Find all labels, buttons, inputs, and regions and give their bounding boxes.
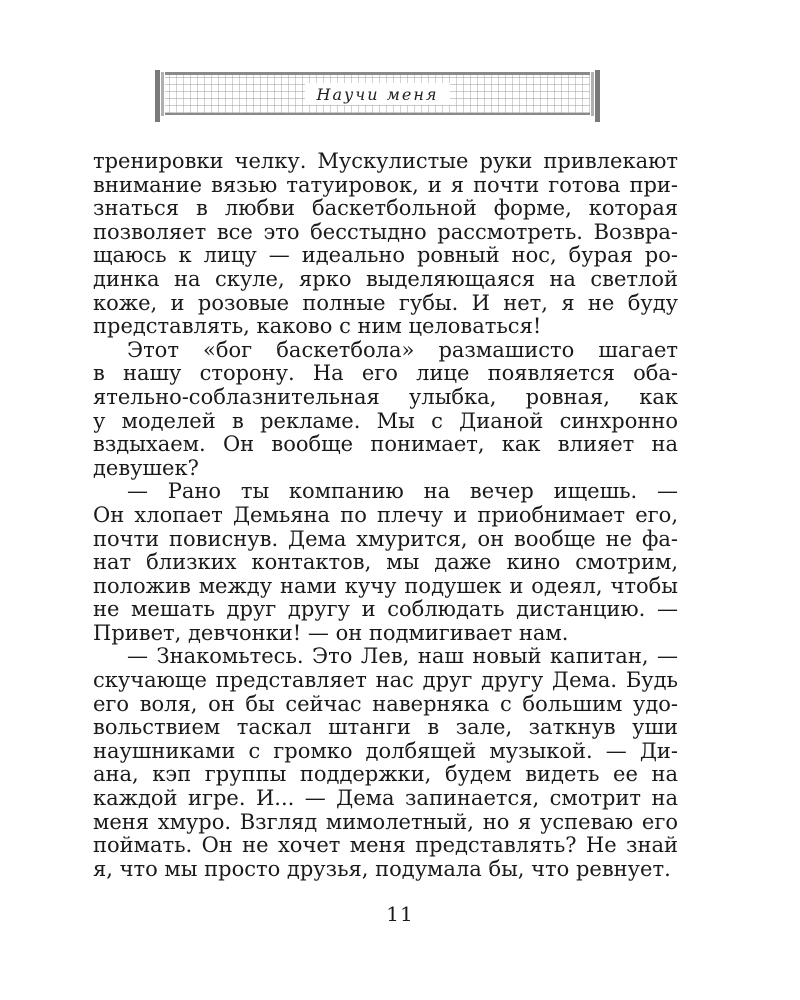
text-line: его воля, он бы сейчас наверняка с большим удо-	[93, 691, 678, 716]
text-line: коже, и розовые полные губы. И нет, я не буду	[93, 290, 678, 315]
paragraph	[93, 480, 678, 645]
text-line: скучающе представляет нас друг другу Дема. Будь	[93, 668, 678, 693]
text-line: — Знакомьтесь. Это Лев, наш новый капитан, —	[127, 644, 678, 669]
running-header	[155, 70, 600, 122]
header-title: Научи меня	[316, 85, 439, 104]
text-line: положив между нами кучу подушек и одеял, чтобы	[93, 573, 678, 598]
text-line: вольствием таскал штанги в зале, заткнув уши	[93, 715, 678, 740]
text-line: ятельно-соблазнительная улыбка, ровная, как	[93, 384, 678, 409]
text-line: Он хлопает Демьяна по плечу и приобнимает его,	[93, 502, 678, 527]
text-line: — Рано ты компанию на вечер ищешь. —	[127, 479, 678, 504]
paragraph	[93, 339, 678, 481]
text-line: Этот «бог баскетбола» размашисто шагает	[127, 337, 678, 362]
paragraph	[93, 150, 678, 339]
text-line: я, что мы просто друзья, подумала бы, что ревнует.	[93, 856, 671, 881]
text-line: представлять, каково с ним целоваться!	[93, 314, 542, 339]
text-line: знаться в любви баскетбольной форме, которая	[93, 196, 678, 221]
text-line: меня хмуро. Взгляд мимолетный, но я успеваю его	[93, 809, 678, 834]
body-text	[93, 150, 678, 881]
text-line: динка на скуле, ярко выделяющаяся на светлой	[93, 266, 678, 291]
text-line: каждой игре. И... — Дема запинается, смотрит на	[93, 786, 678, 811]
text-line: вздыхаем. Он вообще понимает, как влияет на	[93, 432, 678, 457]
text-line: Привет, девчонки! — он подмигивает нам.	[93, 620, 569, 645]
text-line: не мешать друг другу и соблюдать дистанцию. —	[93, 597, 678, 622]
text-line: внимание вязью татуировок, и я почти готова при-	[93, 172, 678, 197]
text-line: девушек?	[93, 455, 199, 480]
text-line: тренировки челку. Мускулистые руки привлекают	[93, 149, 678, 173]
text-line: в нашу сторону. На его лице появляется оба-	[93, 361, 678, 386]
page-number: 11	[386, 902, 414, 926]
text-line: почти повиснув. Дема хмурится, он вообще не фа-	[93, 526, 678, 551]
text-line: ана, кэп группы поддержки, будем видеть ее на	[93, 762, 678, 787]
text-line: поймать. Он не хочет меня представлять? Не знай	[93, 833, 678, 858]
text-line: щаюсь к лицу — идеально ровный нос, бурая ро-	[93, 243, 678, 268]
paragraph	[93, 645, 678, 881]
text-line: нат близких контактов, мы даже кино смотрим,	[93, 550, 678, 575]
text-line: наушниками с громко долбящей музыкой. — Ди-	[93, 738, 678, 763]
text-line: позволяет все это бесстыдно рассмотреть. Возвра-	[93, 219, 678, 244]
text-line: у моделей в рекламе. Мы с Дианой синхронно	[93, 408, 678, 433]
